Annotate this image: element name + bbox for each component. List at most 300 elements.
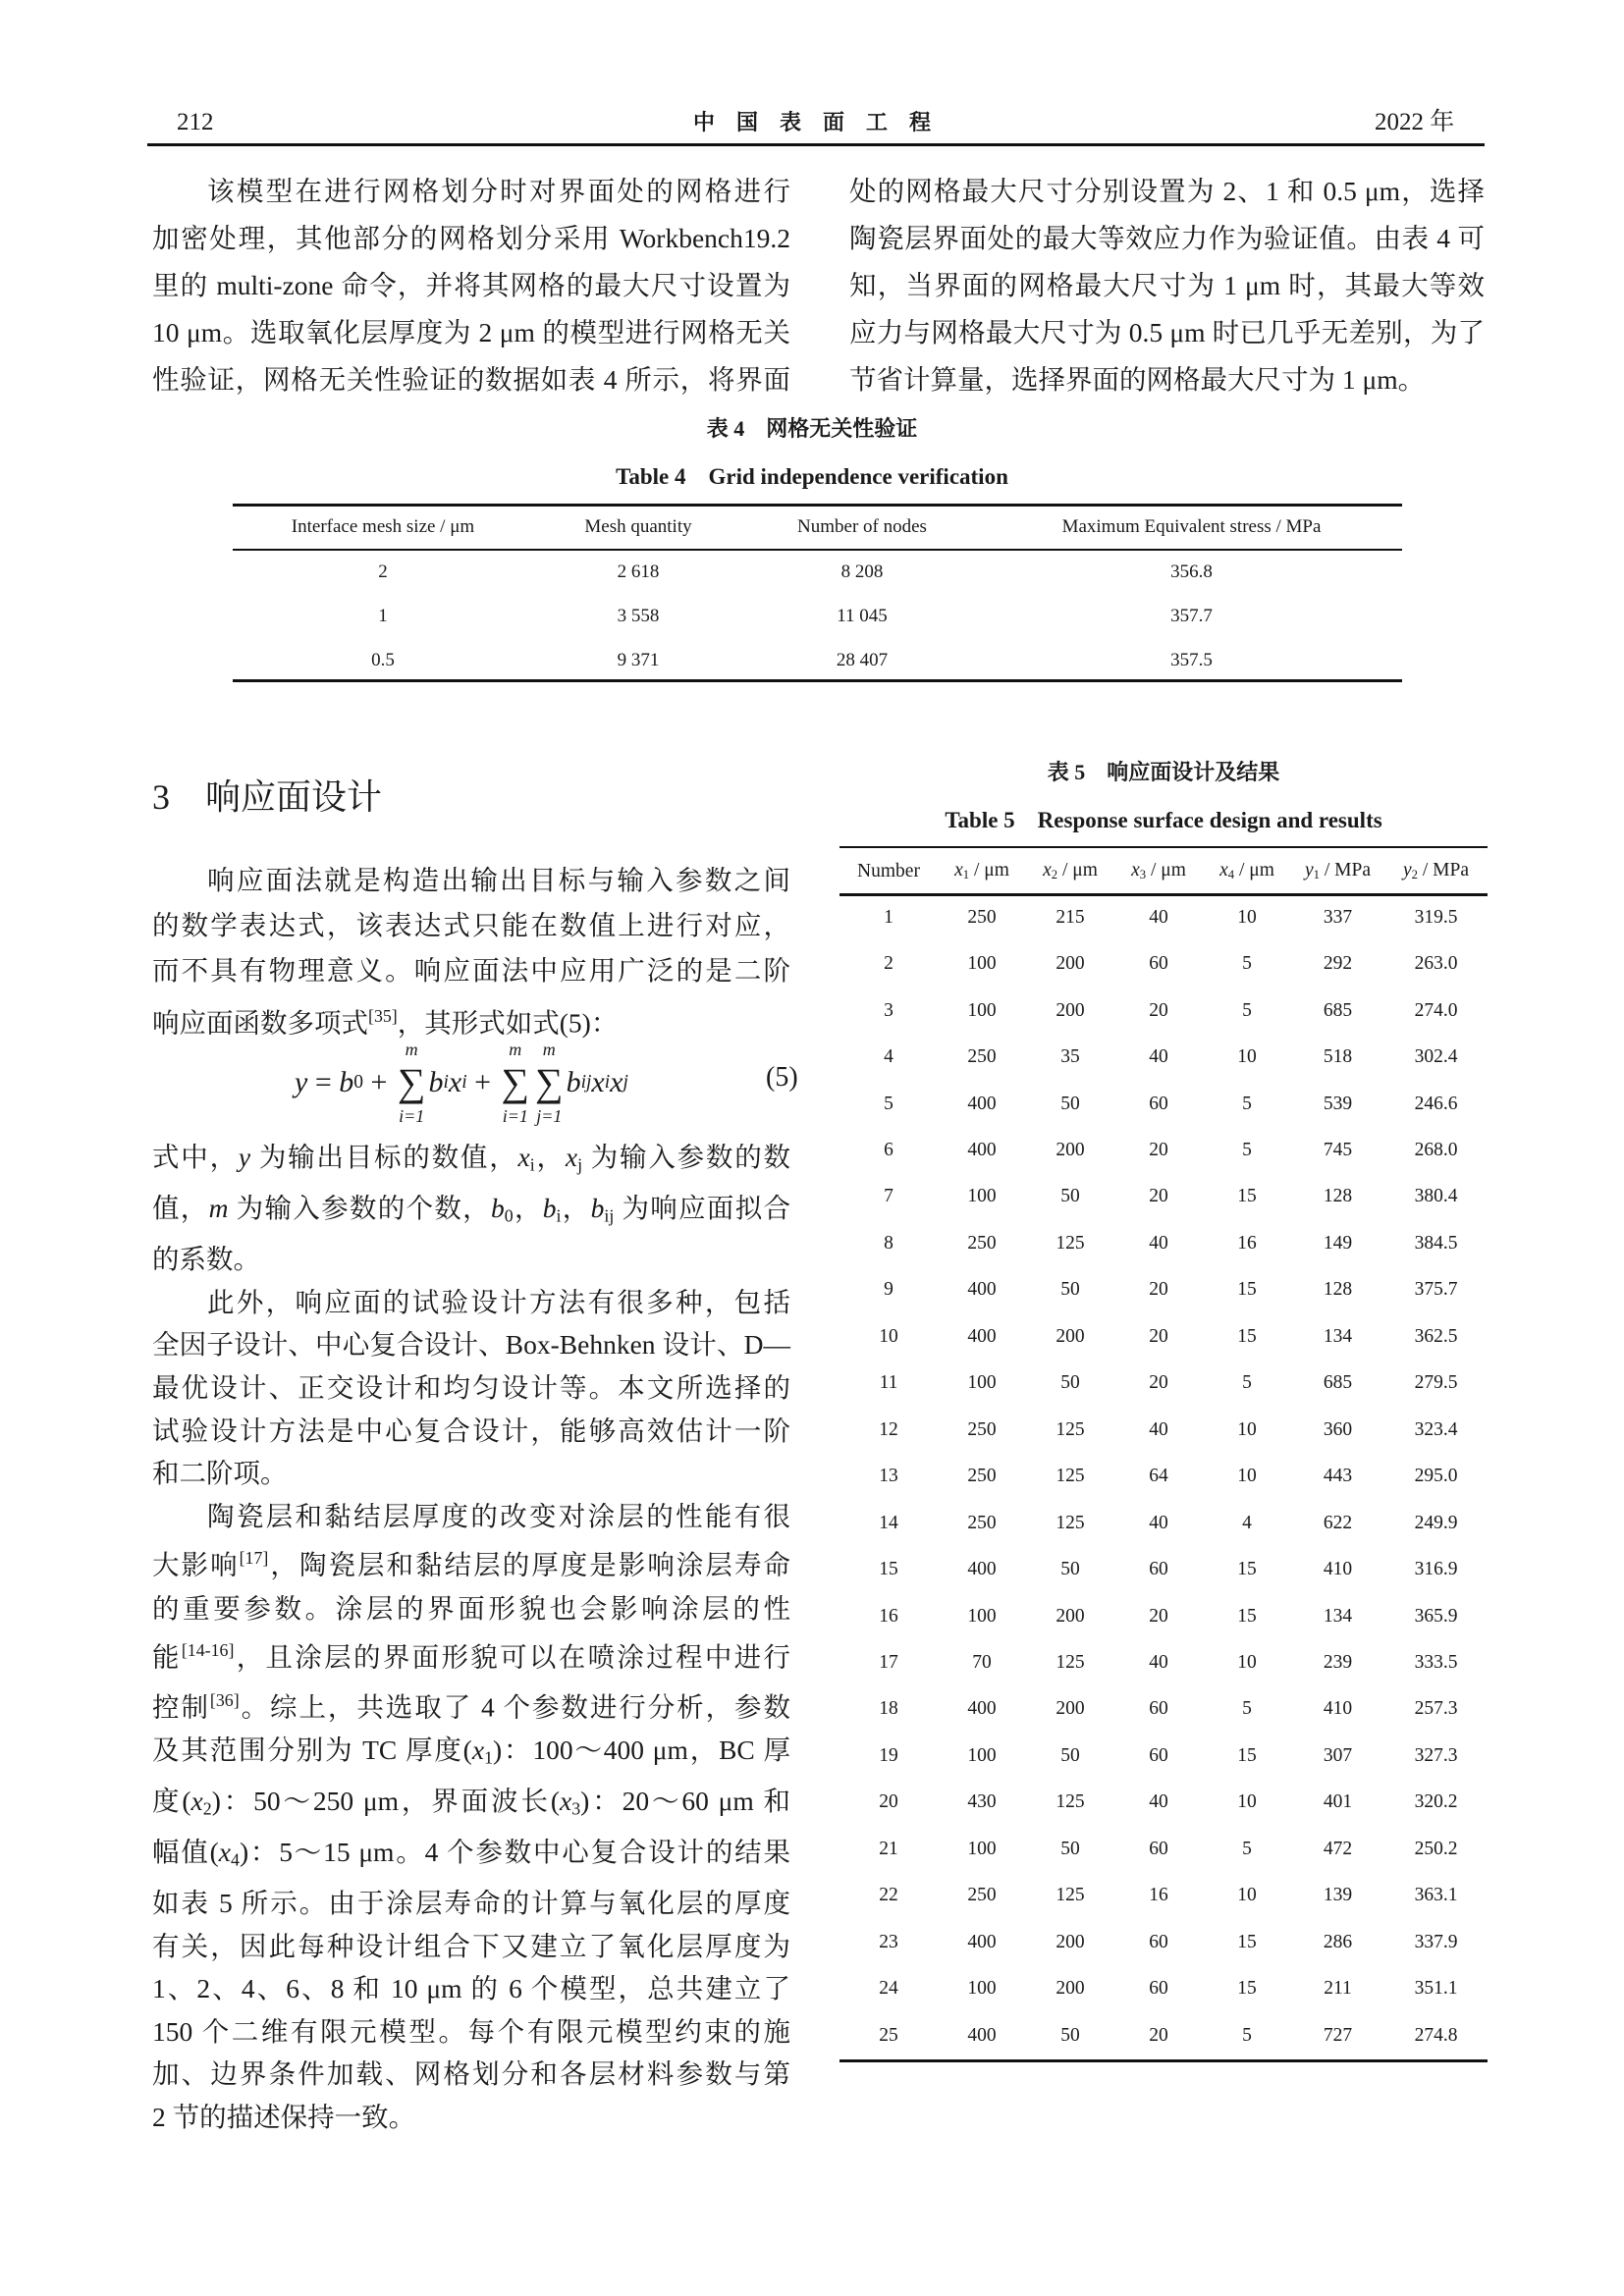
table-cell: 50: [1060, 1559, 1080, 1580]
eq-xi-sub: i: [604, 1072, 611, 1093]
text-line: [849, 215, 1485, 262]
text-run: 性验证，网格无关性验证的数据如表 4 所示，将界面: [152, 364, 790, 395]
table-cell: 12: [879, 1418, 898, 1440]
table-cell: 1: [378, 605, 388, 626]
text-run: 响应面函数多项式: [152, 1007, 368, 1039]
table-cell: 10: [1237, 1791, 1257, 1813]
table-cell: 239: [1323, 1651, 1353, 1673]
table-row: [839, 1546, 1488, 1592]
variable: x: [190, 1785, 203, 1816]
column-header: [1114, 848, 1203, 894]
table-row: [233, 594, 1402, 638]
table-cell: 363.1: [1414, 1885, 1458, 1906]
table-cell: 727: [1323, 2024, 1353, 2046]
table-cell: 60: [1149, 1093, 1168, 1114]
table-cell: 20: [1149, 1139, 1168, 1160]
eq-y: y: [295, 1066, 308, 1098]
text-run: / MPa: [1319, 859, 1371, 881]
table-cell: 60: [1149, 1931, 1168, 1952]
table-cell: 139: [1323, 1885, 1353, 1906]
sum-symbol: ∑: [535, 1060, 564, 1104]
text-line: [152, 948, 790, 993]
subscript: 1: [484, 1747, 493, 1768]
table-cell: 70: [972, 1651, 992, 1673]
text-run: 应力与网格最大尺寸为 0.5 μm 时已几乎无差别，为了: [849, 317, 1485, 347]
table-cell: 351.1: [1414, 1978, 1458, 2000]
text-run: ，且涂层的界面形貌可以在喷涂过程中进行: [234, 1641, 791, 1673]
table-cell: 295.0: [1414, 1466, 1458, 1487]
table-row: [839, 1686, 1488, 1733]
subscript: ij: [604, 1205, 615, 1226]
table-cell: 443: [1323, 1466, 1353, 1487]
table-row: [839, 1826, 1488, 1872]
subscript: i: [556, 1205, 562, 1226]
table-cell: 15: [1237, 1605, 1257, 1627]
table-cell: 8 208: [840, 561, 884, 582]
table-cell: 18: [879, 1698, 898, 1720]
text-line: [152, 1780, 790, 1831]
text-line: [152, 903, 790, 948]
text-line: [152, 1238, 790, 1281]
text-run: / μm: [969, 859, 1009, 881]
subscript: 0: [504, 1205, 514, 1226]
text-run: 最优设计、正交设计和均匀设计等。本文所选择的: [152, 1371, 790, 1403]
text-line: [152, 168, 790, 215]
table-cell: 4: [1242, 1512, 1252, 1533]
text-line: [152, 1831, 790, 1882]
table-cell: 410: [1323, 1559, 1353, 1580]
table5: [839, 848, 1488, 2058]
table-cell: 622: [1323, 1512, 1353, 1533]
table-cell: 60: [1149, 1698, 1168, 1720]
table-cell: 268.0: [1414, 1139, 1458, 1160]
sum-upper: m: [542, 1040, 556, 1059]
section-heading: [152, 770, 382, 820]
sum-symbol: ∑: [501, 1060, 530, 1104]
table-cell: 15: [1237, 1559, 1257, 1580]
equation-5: [295, 1041, 628, 1125]
table-cell: 685: [1323, 999, 1353, 1021]
text-run: 值，: [152, 1193, 209, 1224]
table-cell: 10: [1237, 1046, 1257, 1068]
text-run: 。综上，共选取了 4 个参数进行分析，参数: [239, 1691, 791, 1723]
text-line: [152, 1729, 790, 1780]
table-cell: 274.8: [1414, 2024, 1458, 2046]
eq-bi: b: [428, 1066, 444, 1098]
table-cell: 410: [1323, 1698, 1353, 1720]
text-run: ，: [513, 1193, 543, 1224]
subscript: 4: [231, 1849, 240, 1870]
table-cell: 125: [1056, 1791, 1085, 1813]
column-header: Maximum Equivalent stress / MPa: [1061, 516, 1322, 537]
table-cell: 125: [1056, 1512, 1085, 1533]
text-run: 大影响: [152, 1550, 240, 1580]
table-cell: 249.9: [1414, 1512, 1458, 1533]
table-header-row: [839, 848, 1488, 894]
table-cell: 0.5: [371, 649, 395, 670]
table-cell: 134: [1323, 1325, 1353, 1347]
text-run: 能: [152, 1641, 182, 1673]
text-run: 知，当界面的网格最大尺寸为 1 μm 时，其最大等效: [849, 270, 1485, 300]
text-run: 为输入参数的个数，: [228, 1193, 491, 1224]
text-line: [152, 1410, 790, 1453]
table-cell: 40: [1149, 1418, 1168, 1440]
table-cell: 2: [884, 953, 893, 975]
year: 2022 年: [1375, 109, 1455, 135]
text-run: 的系数。: [152, 1244, 260, 1275]
text-line: [152, 2053, 790, 2096]
table-cell: 211: [1324, 1978, 1352, 2000]
header-rule: [147, 143, 1485, 146]
table-cell: 333.5: [1414, 1651, 1458, 1673]
subscript: 2: [1051, 868, 1058, 882]
subscript: 3: [1139, 868, 1147, 882]
table-cell: 2 618: [617, 561, 660, 582]
table-cell: 20: [1149, 1372, 1168, 1394]
variable: y: [238, 1142, 251, 1172]
subscript: j: [577, 1154, 583, 1175]
text-run: 节省计算量，选择界面的网格最大尺寸为 1 μm。: [849, 364, 1426, 395]
table-cell: 307: [1323, 1744, 1353, 1766]
table-row: [233, 550, 1402, 594]
variable: y: [1403, 859, 1412, 881]
table-row: [839, 1081, 1488, 1127]
table-cell: 375.7: [1414, 1279, 1458, 1301]
table-row: [839, 988, 1488, 1034]
text-run: 式中，: [152, 1142, 239, 1172]
table-cell: 250: [967, 1418, 997, 1440]
text-run: 陶瓷层界面处的最大等效应力作为验证值。由表 4 可: [849, 223, 1485, 253]
table-cell: 20: [1149, 2024, 1168, 2046]
table-cell: 430: [967, 1791, 997, 1813]
table-cell: 6: [884, 1139, 893, 1160]
table-cell: 100: [967, 953, 997, 975]
table-cell: 274.0: [1414, 999, 1458, 1021]
table-cell: 337: [1323, 906, 1353, 928]
variable: x: [1219, 859, 1228, 881]
table-cell: 40: [1149, 1512, 1168, 1533]
text-run: 而不具有物理意义。响应面法中应用广泛的是二阶: [152, 955, 790, 986]
citation: [17]: [239, 1548, 269, 1569]
column-header: [1203, 848, 1291, 894]
section3-body: [152, 1136, 790, 2139]
table-cell: 302.4: [1414, 1046, 1458, 1068]
table-row: [839, 1780, 1488, 1826]
table-cell: 50: [1060, 2024, 1080, 2046]
text-line: [152, 1967, 790, 2010]
table-cell: 28 407: [836, 649, 889, 670]
subscript: 1: [962, 868, 970, 882]
table-row: [233, 638, 1402, 682]
table-row: [839, 1500, 1488, 1546]
table-cell: 286: [1323, 1931, 1353, 1952]
section3-paragraph-1: [152, 858, 790, 1046]
table-cell: 20: [1149, 1279, 1168, 1301]
eq-xi: x: [591, 1066, 605, 1098]
table-cell: 384.5: [1414, 1232, 1458, 1254]
table-cell: 60: [1149, 1838, 1168, 1859]
table-cell: 400: [967, 1139, 997, 1160]
table-cell: 401: [1323, 1791, 1353, 1813]
table-cell: 200: [1056, 1325, 1085, 1347]
variable: b: [590, 1193, 605, 1224]
table-cell: 23: [879, 1931, 898, 1952]
citation: [35]: [368, 1006, 398, 1026]
table-cell: 357.5: [1170, 649, 1213, 670]
eq-sum-i2: [502, 1041, 530, 1125]
text-run: 的重要参数。涂层的界面形貌也会影响涂层的性: [152, 1592, 790, 1624]
table-cell: 100: [967, 1186, 997, 1207]
table-header-row: [233, 505, 1402, 550]
variable: x: [565, 1142, 578, 1172]
variable: b: [490, 1193, 505, 1224]
table-row: [839, 894, 1488, 940]
table-cell: 15: [1237, 1186, 1257, 1207]
variable: y: [1305, 859, 1314, 881]
table-cell: 125: [1056, 1418, 1085, 1440]
table-cell: 200: [1056, 953, 1085, 975]
text-run: 为输入参数的数: [582, 1142, 791, 1172]
text-line: [152, 1882, 790, 1925]
column-header: Interface mesh size / μm: [291, 516, 475, 537]
text-line: [152, 1587, 790, 1630]
table-cell: 250: [967, 1046, 997, 1068]
text-run: 里的 multi-zone 命令，并将其网格的最大尺寸设置为: [152, 270, 790, 300]
table-cell: 40: [1149, 1232, 1168, 1254]
table-cell: 20: [1149, 1605, 1168, 1627]
variable: x: [471, 1734, 485, 1765]
table-cell: 128: [1323, 1186, 1353, 1207]
table-cell: 685: [1323, 1372, 1353, 1394]
table-cell: 250: [967, 906, 997, 928]
text-line: [152, 309, 790, 356]
table-cell: 250: [967, 1512, 997, 1533]
section-number: 3: [152, 777, 170, 817]
text-line: [152, 1452, 790, 1495]
intro-left-paragraph: [152, 168, 790, 403]
table-cell: 125: [1056, 1232, 1085, 1254]
text-run: 度(: [152, 1785, 191, 1816]
text-line: [152, 356, 790, 403]
table-cell: 400: [967, 1279, 997, 1301]
table-cell: 50: [1060, 1186, 1080, 1207]
column-header: [1026, 848, 1114, 894]
table-cell: 10: [1237, 1651, 1257, 1673]
eq-bij: b: [566, 1066, 581, 1098]
table-cell: 400: [967, 1325, 997, 1347]
table-cell: 11 045: [837, 605, 888, 626]
table-cell: 5: [1242, 999, 1252, 1021]
table-cell: 1: [884, 906, 893, 928]
table-row: [839, 1034, 1488, 1080]
text-run: )：20～60 μm 和: [580, 1785, 790, 1816]
text-line: [152, 1925, 790, 1968]
table-cell: 50: [1060, 1279, 1080, 1301]
eq-xi: x: [448, 1066, 462, 1098]
eq-xj-sub: j: [623, 1072, 628, 1093]
text-line: [152, 1629, 790, 1679]
table-cell: 292: [1323, 953, 1353, 975]
table-cell: 316.9: [1414, 1559, 1458, 1580]
table-cell: 200: [1056, 999, 1085, 1021]
text-line: [152, 2096, 790, 2139]
table-cell: 3: [884, 999, 893, 1021]
table-cell: 4: [884, 1046, 893, 1068]
table-cell: 357.7: [1170, 605, 1213, 626]
eq-b0: b: [339, 1066, 354, 1098]
table-cell: 100: [967, 1605, 997, 1627]
table-cell: 5: [1242, 1139, 1252, 1160]
table5-caption-cn: 表 5 响应面设计及结果: [1047, 760, 1280, 784]
table-cell: 9 371: [617, 649, 660, 670]
text-run: )：5～15 μm。4 个参数中心复合设计的结果: [239, 1836, 790, 1867]
table4-caption-cn: 表 4 网格无关性验证: [706, 416, 918, 441]
text-line: [152, 262, 790, 309]
page-number: 212: [177, 109, 214, 135]
citation: [36]: [209, 1689, 240, 1710]
table-cell: 100: [967, 1744, 997, 1766]
variable: x: [218, 1836, 232, 1867]
sum-lower: i=1: [502, 1106, 528, 1126]
table-cell: 11: [879, 1372, 898, 1394]
table-cell: 149: [1323, 1232, 1353, 1254]
table-cell: 380.4: [1414, 1186, 1458, 1207]
table-cell: 5: [1242, 1372, 1252, 1394]
eq-sum-j: [535, 1041, 564, 1125]
column-header: Number of nodes: [797, 516, 927, 537]
table-cell: 24: [879, 1978, 898, 2000]
table-cell: 16: [879, 1605, 898, 1627]
text-run: 该模型在进行网格划分时对界面处的网格进行: [207, 176, 790, 206]
table-cell: 64: [1149, 1466, 1168, 1487]
table-cell: 5: [1242, 1093, 1252, 1114]
text-run: 为输出目标的数值，: [250, 1142, 518, 1172]
table-cell: 200: [1056, 1139, 1085, 1160]
text-run: 幅值(: [152, 1836, 219, 1867]
table-cell: 263.0: [1414, 953, 1458, 975]
text-line: [152, 1366, 790, 1410]
column-header: [938, 848, 1026, 894]
text-line: [152, 1136, 790, 1187]
table-cell: 400: [967, 1559, 997, 1580]
table-cell: 100: [967, 999, 997, 1021]
table-cell: 40: [1149, 1046, 1168, 1068]
variable: x: [560, 1785, 572, 1816]
eq-plus: +: [466, 1066, 499, 1098]
text-run: 加密处理，其他部分的网格划分采用 Workbench19.2: [152, 223, 790, 253]
table-row: [839, 2012, 1488, 2058]
table-cell: 16: [1149, 1885, 1168, 1906]
variable: x: [1131, 859, 1140, 881]
table-row: [839, 1733, 1488, 1779]
table-cell: 327.3: [1414, 1744, 1458, 1766]
table-cell: 200: [1056, 1605, 1085, 1627]
table-cell: 14: [879, 1512, 898, 1533]
table-cell: 50: [1060, 1372, 1080, 1394]
text-run: 如表 5 所示。由于涂层寿命的计算与氧化层的厚度: [152, 1888, 790, 1918]
subscript: 3: [571, 1798, 581, 1819]
text-line: [152, 2010, 790, 2054]
table-cell: 356.8: [1170, 561, 1213, 582]
text-line: [152, 1495, 790, 1538]
eq-bij-sub: ij: [580, 1072, 592, 1093]
text-line: [152, 993, 790, 1046]
table-cell: 15: [1237, 1931, 1257, 1952]
text-run: 加、边界条件加载、网格划分和各层材料参数与第: [152, 2058, 790, 2090]
table-cell: 125: [1056, 1466, 1085, 1487]
table-cell: 100: [967, 1372, 997, 1394]
table-row: [839, 1361, 1488, 1407]
table-cell: 40: [1149, 906, 1168, 928]
text-run: ，: [561, 1193, 591, 1224]
table-cell: 125: [1056, 1651, 1085, 1673]
equation-number: (5): [766, 1062, 798, 1093]
table-cell: 10: [1237, 1466, 1257, 1487]
text-line: [152, 1537, 790, 1586]
table-cell: 10: [1237, 906, 1257, 928]
table-cell: 128: [1323, 1279, 1353, 1301]
table-row: [839, 1453, 1488, 1499]
column-header: Mesh quantity: [584, 516, 692, 537]
table-cell: 3 558: [617, 605, 660, 626]
table-cell: 745: [1323, 1139, 1353, 1160]
text-line: [152, 215, 790, 262]
table-cell: 15: [1237, 1978, 1257, 2000]
variable: b: [542, 1193, 557, 1224]
table-cell: 40: [1149, 1791, 1168, 1813]
table-row: [839, 1919, 1488, 1965]
table5-caption-en: Table 5 Response surface design and results: [945, 808, 1382, 832]
text-run: 控制: [152, 1691, 210, 1723]
table-cell: 518: [1323, 1046, 1353, 1068]
table-cell: 400: [967, 1931, 997, 1952]
text-line: [152, 1281, 790, 1324]
table-cell: 9: [884, 1279, 893, 1301]
table-cell: 35: [1060, 1046, 1080, 1068]
table-cell: 279.5: [1414, 1372, 1458, 1394]
section3-paragraph-4: [152, 1495, 790, 2139]
table-cell: 10: [879, 1325, 898, 1347]
text-line: [152, 1680, 790, 1729]
text-run: 的数学表达式，该表达式只能在数值上进行对应，: [152, 910, 790, 940]
table4-caption-en: Table 4 Grid independence verification: [616, 464, 1008, 489]
table-cell: 320.2: [1414, 1791, 1458, 1813]
table-cell: 400: [967, 1698, 997, 1720]
table-cell: 13: [879, 1466, 898, 1487]
table-cell: 100: [967, 1978, 997, 2000]
table-cell: 257.3: [1414, 1698, 1458, 1720]
section3-paragraph-2: [152, 1136, 790, 1281]
journal-title: 中 国 表 面 工 程: [692, 110, 931, 134]
subscript: 1: [1313, 868, 1320, 882]
eq-bi-sub: i: [443, 1072, 449, 1093]
text-line: [152, 1187, 790, 1238]
table-cell: 8: [884, 1232, 893, 1254]
sum-symbol: ∑: [397, 1060, 426, 1104]
table-cell: 16: [1237, 1232, 1257, 1254]
table-cell: 365.9: [1414, 1605, 1458, 1627]
text-run: ，陶瓷层和黏结层的厚度是影响涂层寿命: [268, 1550, 791, 1580]
table-cell: 134: [1323, 1605, 1353, 1627]
text-run: / μm: [1146, 859, 1186, 881]
table-cell: 22: [879, 1885, 898, 1906]
table-cell: 323.4: [1414, 1418, 1458, 1440]
table-row: [839, 1965, 1488, 2011]
text-run: / μm: [1234, 859, 1274, 881]
variable: m: [208, 1193, 229, 1224]
subscript: 2: [202, 1798, 212, 1819]
table-cell: 5: [884, 1093, 893, 1114]
